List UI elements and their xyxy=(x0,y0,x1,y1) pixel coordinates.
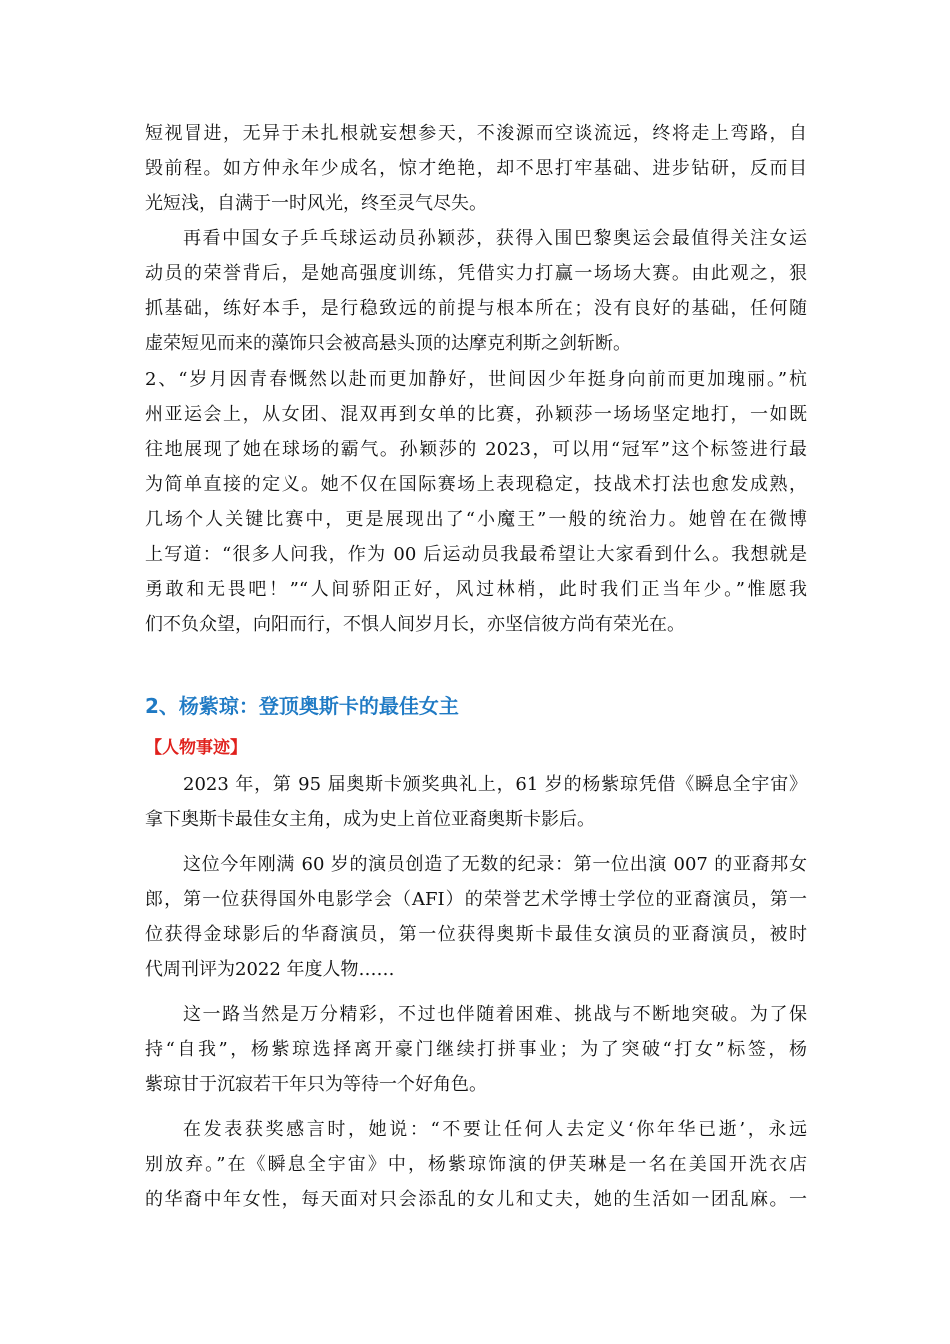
text-line: 们不负众望，向阳而行，不惧人间岁月长，亦坚信彼方尚有荣光在。 xyxy=(145,614,685,635)
text-line: 往地展现了她在球场的霸气。孙颖莎的 2023，可以用“冠军”这个标签进行最 xyxy=(145,439,807,460)
text-line: 再看中国女子乒乓球运动员孙颖莎，获得入围巴黎奥运会最值得关注女运 xyxy=(183,228,807,249)
paragraph xyxy=(145,847,807,987)
text-line: 拿下奥斯卡最佳女主角，成为史上首位亚裔奥斯卡影后。 xyxy=(145,809,595,830)
text-line: 代周刊评为2022 年度人物…… xyxy=(145,959,395,980)
paragraph xyxy=(145,362,807,642)
text-line: 虚荣短见而来的藻饰只会被高悬头顶的达摩克利斯之剑斩断。 xyxy=(145,333,631,354)
section-heading: 2、杨紫琼：登顶奥斯卡的最佳女主 xyxy=(145,694,459,718)
text-line: 2023 年，第 95 届奥斯卡颁奖典礼上，61 岁的杨紫琼凭借《瞬息全宇宙》 xyxy=(183,774,807,795)
paragraph xyxy=(145,997,807,1102)
text-line: 紫琼甘于沉寂若干年只为等待一个好角色。 xyxy=(145,1074,487,1095)
text-line: 毁前程。如方仲永年少成名，惊才绝艳，却不思打牢基础、进步钻研，反而目 xyxy=(145,158,807,179)
text-line: 光短浅，自满于一时风光，终至灵气尽失。 xyxy=(145,193,487,214)
text-line: 位获得金球影后的华裔演员，第一位获得奥斯卡最佳女演员的亚裔演员，被时 xyxy=(145,924,807,945)
text-line: 短视冒进，无异于未扎根就妄想参天，不浚源而空谈流远，终将走上弯路，自 xyxy=(145,123,807,144)
text-line: 别放弃。”在《瞬息全宇宙》中，杨紫琼饰演的伊芙琳是一名在美国开洗衣店 xyxy=(145,1154,807,1175)
text-line: 上写道：“很多人问我，作为 00 后运动员我最希望让大家看到什么。我想就是 xyxy=(145,544,807,565)
text-line: 为简单直接的定义。她不仅在国际赛场上表现稳定，技战术打法也愈发成熟， xyxy=(145,474,807,495)
text-line: 郎，第一位获得国外电影学会（AFI）的荣誉艺术学博士学位的亚裔演员，第一 xyxy=(145,889,807,910)
text-line: 勇敢和无畏吧！”“人间骄阳正好，风过林梢，此时我们正当年少。”惟愿我 xyxy=(145,579,807,600)
text-line: 这一路当然是万分精彩，不过也伴随着困难、挑战与不断地突破。为了保 xyxy=(183,1004,807,1025)
paragraph xyxy=(145,767,807,837)
text-line: 州亚运会上，从女团、混双再到女单的比赛，孙颖莎一场场坚定地打，一如既 xyxy=(145,404,807,425)
text-line: 抓基础，练好本手，是行稳致远的前提与根本所在；没有良好的基础，任何随 xyxy=(145,298,807,319)
text-line: 2、“岁月因青春慨然以赴而更加静好，世间因少年挺身向前而更加瑰丽。”杭 xyxy=(145,369,807,390)
text-line: 几场个人关键比赛中，更是展现出了“小魔王”一般的统治力。她曾在在微博 xyxy=(145,509,807,530)
text-line: 在发表获奖感言时，她说：“不要让任何人去定义‘你年华已逝’，永远 xyxy=(183,1119,807,1140)
section-tag: 【人物事迹】 xyxy=(145,738,247,758)
paragraph xyxy=(145,116,807,221)
text-line: 这位今年刚满 60 岁的演员创造了无数的纪录：第一位出演 007 的亚裔邦女 xyxy=(183,854,807,875)
paragraph xyxy=(145,1112,807,1217)
text-line: 的华裔中年女性，每天面对只会添乱的女儿和丈夫，她的生活如一团乱麻。一 xyxy=(145,1189,807,1210)
text-line: 动员的荣誉背后，是她高强度训练，凭借实力打赢一场场大赛。由此观之，狠 xyxy=(145,263,807,284)
paragraph xyxy=(145,221,807,361)
text-line: 持“自我”，杨紫琼选择离开豪门继续打拼事业；为了突破“打女”标签，杨 xyxy=(145,1039,807,1060)
